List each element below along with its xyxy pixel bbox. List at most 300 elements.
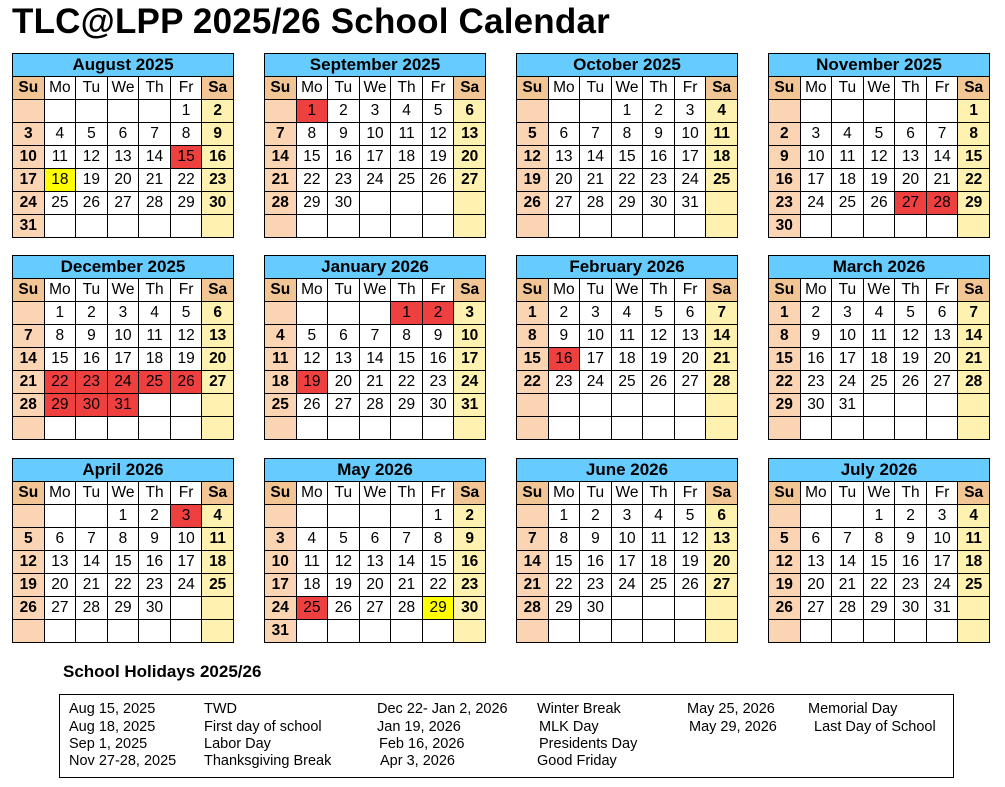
calendar-day: 6 bbox=[895, 123, 927, 146]
empty-day bbox=[517, 620, 549, 643]
weekday-header: Fr bbox=[926, 279, 958, 302]
weekday-header: We bbox=[107, 77, 139, 100]
weekday-header: We bbox=[863, 482, 895, 505]
calendar-day: 25 bbox=[958, 574, 990, 597]
calendar-day: 2 bbox=[454, 505, 486, 528]
calendar-day: 19 bbox=[328, 574, 360, 597]
empty-day bbox=[76, 215, 108, 238]
empty-day bbox=[926, 394, 958, 417]
empty-day bbox=[643, 394, 675, 417]
holiday-date: Dec 22- Jan 2, 2026 bbox=[377, 701, 508, 717]
calendar-day: 20 bbox=[674, 348, 706, 371]
calendar-day: 28 bbox=[517, 597, 549, 620]
calendar-day: 21 bbox=[580, 169, 612, 192]
calendar-day: 2 bbox=[580, 505, 612, 528]
calendar-day: 5 bbox=[328, 528, 360, 551]
calendar-day: 7 bbox=[76, 528, 108, 551]
empty-day bbox=[391, 505, 423, 528]
calendar-day: 23 bbox=[454, 574, 486, 597]
calendar-day: 27 bbox=[548, 192, 580, 215]
calendar-day: 23 bbox=[895, 574, 927, 597]
calendar-day: 5 bbox=[422, 100, 454, 123]
empty-day bbox=[328, 505, 360, 528]
weekday-header: Mo bbox=[296, 279, 328, 302]
empty-day bbox=[517, 394, 549, 417]
calendar-day: 3 bbox=[454, 302, 486, 325]
calendar-day: 3 bbox=[674, 100, 706, 123]
calendar-day: 9 bbox=[202, 123, 234, 146]
empty-day bbox=[391, 215, 423, 238]
calendar-day: 11 bbox=[391, 123, 423, 146]
calendar-day: 22 bbox=[769, 371, 801, 394]
calendar-day: 30 bbox=[454, 597, 486, 620]
empty-day bbox=[296, 302, 328, 325]
calendar-day: 29 bbox=[958, 192, 990, 215]
calendar-day: 11 bbox=[958, 528, 990, 551]
calendar-day: 1 bbox=[958, 100, 990, 123]
weekday-header: Su bbox=[265, 77, 297, 100]
calendar-day: 26 bbox=[170, 371, 202, 394]
calendar-day: 8 bbox=[170, 123, 202, 146]
calendar-day: 1 bbox=[44, 302, 76, 325]
calendar-day: 10 bbox=[107, 325, 139, 348]
calendar-day: 2 bbox=[202, 100, 234, 123]
empty-day bbox=[958, 417, 990, 440]
weekday-header: We bbox=[359, 482, 391, 505]
calendar-day: 1 bbox=[296, 100, 328, 123]
empty-day bbox=[13, 505, 45, 528]
calendar-day: 31 bbox=[13, 215, 45, 238]
calendar-day: 12 bbox=[13, 551, 45, 574]
calendar-day: 17 bbox=[611, 551, 643, 574]
calendar-day: 25 bbox=[391, 169, 423, 192]
calendar-day: 5 bbox=[769, 528, 801, 551]
month-calendar bbox=[516, 53, 738, 238]
empty-day bbox=[170, 215, 202, 238]
calendar-day: 29 bbox=[296, 192, 328, 215]
calendar-day: 18 bbox=[832, 169, 864, 192]
weekday-header: Su bbox=[769, 482, 801, 505]
empty-day bbox=[296, 215, 328, 238]
calendar-day: 29 bbox=[391, 394, 423, 417]
empty-day bbox=[674, 215, 706, 238]
weekday-header: Th bbox=[643, 482, 675, 505]
calendar-day: 13 bbox=[706, 528, 738, 551]
calendar-day: 14 bbox=[359, 348, 391, 371]
weekday-header: Su bbox=[769, 279, 801, 302]
calendar-day: 11 bbox=[265, 348, 297, 371]
calendar-day: 22 bbox=[958, 169, 990, 192]
calendar-day: 8 bbox=[863, 528, 895, 551]
calendar-day: 8 bbox=[107, 528, 139, 551]
calendar-day: 9 bbox=[139, 528, 171, 551]
holidays-list bbox=[59, 694, 954, 778]
calendar-day: 14 bbox=[832, 551, 864, 574]
empty-day bbox=[611, 620, 643, 643]
calendar-day: 12 bbox=[769, 551, 801, 574]
calendar-day: 24 bbox=[674, 169, 706, 192]
weekday-header: Su bbox=[517, 77, 549, 100]
calendar-day: 30 bbox=[76, 394, 108, 417]
holiday-date: May 29, 2026 bbox=[689, 719, 777, 735]
weekday-header: Fr bbox=[170, 279, 202, 302]
month-calendar bbox=[768, 458, 990, 643]
calendar-day: 16 bbox=[202, 146, 234, 169]
calendar-day: 14 bbox=[139, 146, 171, 169]
empty-day bbox=[580, 417, 612, 440]
calendar-day: 15 bbox=[44, 348, 76, 371]
weekday-header: Sa bbox=[706, 279, 738, 302]
calendar-day: 10 bbox=[926, 528, 958, 551]
empty-day bbox=[202, 620, 234, 643]
calendar-day: 12 bbox=[76, 146, 108, 169]
weekday-header: Tu bbox=[328, 77, 360, 100]
calendar-day: 15 bbox=[548, 551, 580, 574]
empty-day bbox=[832, 215, 864, 238]
empty-day bbox=[422, 417, 454, 440]
calendar-day: 29 bbox=[863, 597, 895, 620]
calendar-day: 7 bbox=[958, 302, 990, 325]
calendar-day: 26 bbox=[422, 169, 454, 192]
holiday-name: MLK Day bbox=[539, 719, 599, 735]
weekday-header: Sa bbox=[202, 482, 234, 505]
calendar-day: 17 bbox=[926, 551, 958, 574]
calendar-day: 5 bbox=[895, 302, 927, 325]
empty-day bbox=[895, 417, 927, 440]
month-title: April 2026 bbox=[13, 459, 234, 482]
month-calendar bbox=[12, 255, 234, 440]
calendar-day: 9 bbox=[580, 528, 612, 551]
calendar-day: 3 bbox=[359, 100, 391, 123]
calendar-day: 18 bbox=[296, 574, 328, 597]
empty-day bbox=[170, 394, 202, 417]
empty-day bbox=[44, 100, 76, 123]
weekday-header: Fr bbox=[422, 77, 454, 100]
calendar-day: 25 bbox=[832, 192, 864, 215]
empty-day bbox=[958, 215, 990, 238]
empty-day bbox=[706, 394, 738, 417]
weekday-header: Th bbox=[391, 279, 423, 302]
empty-day bbox=[832, 100, 864, 123]
calendar-day: 6 bbox=[674, 302, 706, 325]
weekday-header: Sa bbox=[454, 279, 486, 302]
calendar-day: 25 bbox=[44, 192, 76, 215]
calendar-day: 27 bbox=[895, 192, 927, 215]
calendar-day: 12 bbox=[895, 325, 927, 348]
calendar-day: 26 bbox=[769, 597, 801, 620]
holiday-date: May 25, 2026 bbox=[687, 701, 775, 717]
weekday-header: Mo bbox=[800, 77, 832, 100]
calendar-day: 19 bbox=[895, 348, 927, 371]
calendar-day: 14 bbox=[13, 348, 45, 371]
calendar-day: 11 bbox=[706, 123, 738, 146]
calendar-day: 11 bbox=[611, 325, 643, 348]
calendar-day: 9 bbox=[643, 123, 675, 146]
weekday-header: Fr bbox=[674, 77, 706, 100]
calendar-day: 5 bbox=[863, 123, 895, 146]
calendar-day: 22 bbox=[422, 574, 454, 597]
calendar-day: 28 bbox=[926, 192, 958, 215]
calendar-day: 15 bbox=[769, 348, 801, 371]
empty-day bbox=[800, 215, 832, 238]
calendar-day: 22 bbox=[107, 574, 139, 597]
calendar-day: 27 bbox=[454, 169, 486, 192]
calendar-day: 4 bbox=[832, 123, 864, 146]
calendar-day: 21 bbox=[265, 169, 297, 192]
empty-day bbox=[706, 620, 738, 643]
calendar-day: 25 bbox=[296, 597, 328, 620]
calendar-day: 24 bbox=[611, 574, 643, 597]
empty-day bbox=[674, 620, 706, 643]
calendar-day: 1 bbox=[548, 505, 580, 528]
calendar-day: 16 bbox=[800, 348, 832, 371]
calendar-day: 28 bbox=[832, 597, 864, 620]
empty-day bbox=[422, 192, 454, 215]
calendar-day: 31 bbox=[926, 597, 958, 620]
calendar-day: 20 bbox=[800, 574, 832, 597]
calendar-day: 30 bbox=[328, 192, 360, 215]
empty-day bbox=[139, 394, 171, 417]
empty-day bbox=[832, 417, 864, 440]
calendar-day: 3 bbox=[832, 302, 864, 325]
weekday-header: Mo bbox=[548, 279, 580, 302]
calendar-day: 4 bbox=[265, 325, 297, 348]
calendar-day: 19 bbox=[296, 371, 328, 394]
empty-day bbox=[13, 302, 45, 325]
calendar-day: 7 bbox=[13, 325, 45, 348]
calendar-day: 9 bbox=[895, 528, 927, 551]
calendar-day: 18 bbox=[44, 169, 76, 192]
calendar-day: 30 bbox=[139, 597, 171, 620]
empty-day bbox=[202, 417, 234, 440]
empty-day bbox=[454, 417, 486, 440]
calendar-day: 24 bbox=[107, 371, 139, 394]
empty-day bbox=[107, 620, 139, 643]
holiday-name: First day of school bbox=[204, 719, 322, 735]
empty-day bbox=[926, 215, 958, 238]
calendar-day: 27 bbox=[706, 574, 738, 597]
empty-day bbox=[107, 417, 139, 440]
month-title: January 2026 bbox=[265, 256, 486, 279]
calendar-day: 29 bbox=[170, 192, 202, 215]
calendar-day: 12 bbox=[422, 123, 454, 146]
calendar-day: 8 bbox=[44, 325, 76, 348]
empty-day bbox=[643, 215, 675, 238]
calendar-day: 19 bbox=[76, 169, 108, 192]
calendar-day: 6 bbox=[107, 123, 139, 146]
weekday-header: Mo bbox=[548, 77, 580, 100]
calendar-day: 10 bbox=[611, 528, 643, 551]
weekday-header: Sa bbox=[706, 482, 738, 505]
calendar-day: 9 bbox=[76, 325, 108, 348]
empty-day bbox=[863, 417, 895, 440]
empty-day bbox=[863, 620, 895, 643]
empty-day bbox=[800, 100, 832, 123]
calendar-day: 11 bbox=[643, 528, 675, 551]
weekday-header: Su bbox=[769, 77, 801, 100]
calendar-day: 28 bbox=[359, 394, 391, 417]
empty-day bbox=[44, 505, 76, 528]
empty-day bbox=[800, 417, 832, 440]
weekday-header: Th bbox=[895, 77, 927, 100]
calendar-day: 23 bbox=[800, 371, 832, 394]
calendar-day: 12 bbox=[170, 325, 202, 348]
empty-day bbox=[674, 417, 706, 440]
calendar-day: 1 bbox=[391, 302, 423, 325]
calendar-day: 24 bbox=[265, 597, 297, 620]
empty-day bbox=[895, 620, 927, 643]
month-calendar bbox=[264, 458, 486, 643]
weekday-header: Sa bbox=[202, 279, 234, 302]
calendar-day: 25 bbox=[611, 371, 643, 394]
holiday-date: Aug 18, 2025 bbox=[69, 719, 156, 735]
calendar-day: 11 bbox=[832, 146, 864, 169]
weekday-header: Mo bbox=[44, 77, 76, 100]
empty-day bbox=[328, 417, 360, 440]
calendar-day: 31 bbox=[107, 394, 139, 417]
calendar-day: 27 bbox=[359, 597, 391, 620]
calendar-day: 10 bbox=[13, 146, 45, 169]
calendar-day: 10 bbox=[832, 325, 864, 348]
empty-day bbox=[76, 417, 108, 440]
calendar-day: 14 bbox=[76, 551, 108, 574]
calendar-day: 6 bbox=[328, 325, 360, 348]
calendar-day: 26 bbox=[76, 192, 108, 215]
calendar-day: 20 bbox=[895, 169, 927, 192]
calendar-day: 29 bbox=[769, 394, 801, 417]
calendar-day: 27 bbox=[328, 394, 360, 417]
calendar-day: 12 bbox=[296, 348, 328, 371]
calendar-day: 18 bbox=[958, 551, 990, 574]
weekday-header: Mo bbox=[548, 482, 580, 505]
weekday-header: Su bbox=[13, 279, 45, 302]
empty-day bbox=[580, 215, 612, 238]
calendar-day: 14 bbox=[706, 325, 738, 348]
calendar-day: 23 bbox=[769, 192, 801, 215]
weekday-header: Tu bbox=[76, 77, 108, 100]
calendar-day: 21 bbox=[13, 371, 45, 394]
empty-day bbox=[611, 597, 643, 620]
empty-day bbox=[548, 215, 580, 238]
holiday-name: TWD bbox=[204, 701, 238, 717]
empty-day bbox=[832, 620, 864, 643]
empty-day bbox=[895, 215, 927, 238]
calendar-day: 30 bbox=[580, 597, 612, 620]
calendar-day: 22 bbox=[611, 169, 643, 192]
calendar-day: 1 bbox=[107, 505, 139, 528]
calendar-day: 5 bbox=[170, 302, 202, 325]
calendar-day: 15 bbox=[296, 146, 328, 169]
empty-day bbox=[517, 215, 549, 238]
empty-day bbox=[13, 417, 45, 440]
month-calendar bbox=[768, 53, 990, 238]
weekday-header: Sa bbox=[202, 77, 234, 100]
calendar-day: 1 bbox=[769, 302, 801, 325]
calendar-day: 8 bbox=[769, 325, 801, 348]
calendar-day: 13 bbox=[800, 551, 832, 574]
calendar-day: 6 bbox=[926, 302, 958, 325]
weekday-header: Tu bbox=[832, 482, 864, 505]
calendar-day: 26 bbox=[13, 597, 45, 620]
weekday-header: Fr bbox=[926, 482, 958, 505]
empty-day bbox=[454, 215, 486, 238]
calendar-day: 21 bbox=[76, 574, 108, 597]
empty-day bbox=[391, 620, 423, 643]
calendar-day: 11 bbox=[44, 146, 76, 169]
weekday-header: Su bbox=[13, 482, 45, 505]
empty-day bbox=[706, 215, 738, 238]
calendar-day: 12 bbox=[863, 146, 895, 169]
holiday-name: Last Day of School bbox=[814, 719, 936, 735]
calendar-day: 2 bbox=[76, 302, 108, 325]
calendar-day: 18 bbox=[202, 551, 234, 574]
holiday-date: Feb 16, 2026 bbox=[379, 736, 465, 752]
weekday-header: Fr bbox=[422, 482, 454, 505]
calendar-day: 17 bbox=[107, 348, 139, 371]
empty-day bbox=[580, 100, 612, 123]
month-title: February 2026 bbox=[517, 256, 738, 279]
empty-day bbox=[359, 620, 391, 643]
calendar-day: 13 bbox=[895, 146, 927, 169]
month-calendar bbox=[768, 255, 990, 440]
calendar-day: 12 bbox=[674, 528, 706, 551]
calendar-day: 9 bbox=[800, 325, 832, 348]
empty-day bbox=[958, 620, 990, 643]
calendar-day: 27 bbox=[107, 192, 139, 215]
empty-day bbox=[611, 394, 643, 417]
calendar-day: 16 bbox=[580, 551, 612, 574]
holiday-date: Nov 27-28, 2025 bbox=[69, 753, 177, 769]
empty-day bbox=[517, 100, 549, 123]
empty-day bbox=[328, 302, 360, 325]
calendar-day: 2 bbox=[643, 100, 675, 123]
calendar-day: 4 bbox=[706, 100, 738, 123]
calendar-day: 29 bbox=[107, 597, 139, 620]
holiday-date: Sep 1, 2025 bbox=[69, 736, 148, 752]
weekday-header: Tu bbox=[832, 279, 864, 302]
empty-day bbox=[548, 394, 580, 417]
calendar-day: 1 bbox=[517, 302, 549, 325]
calendar-day: 21 bbox=[832, 574, 864, 597]
month-calendar bbox=[516, 458, 738, 643]
calendar-day: 19 bbox=[769, 574, 801, 597]
weekday-header: We bbox=[611, 77, 643, 100]
calendar-day: 14 bbox=[265, 146, 297, 169]
weekday-header: Fr bbox=[674, 482, 706, 505]
page-title: TLC@LPP 2025/26 School Calendar bbox=[12, 2, 610, 41]
calendar-day: 26 bbox=[517, 192, 549, 215]
calendar-day: 8 bbox=[296, 123, 328, 146]
calendar-day: 4 bbox=[611, 302, 643, 325]
calendar-day: 3 bbox=[800, 123, 832, 146]
weekday-header: Tu bbox=[580, 279, 612, 302]
weekday-header: Th bbox=[391, 77, 423, 100]
weekday-header: Tu bbox=[328, 279, 360, 302]
calendar-day: 28 bbox=[958, 371, 990, 394]
calendar-day: 22 bbox=[517, 371, 549, 394]
empty-day bbox=[769, 100, 801, 123]
empty-day bbox=[265, 302, 297, 325]
calendar-day: 7 bbox=[391, 528, 423, 551]
empty-day bbox=[863, 394, 895, 417]
weekday-header: Sa bbox=[958, 482, 990, 505]
calendar-day: 19 bbox=[170, 348, 202, 371]
calendar-day: 4 bbox=[643, 505, 675, 528]
calendar-day: 5 bbox=[296, 325, 328, 348]
calendar-day: 20 bbox=[44, 574, 76, 597]
calendar-day: 1 bbox=[611, 100, 643, 123]
weekday-header: Fr bbox=[170, 482, 202, 505]
